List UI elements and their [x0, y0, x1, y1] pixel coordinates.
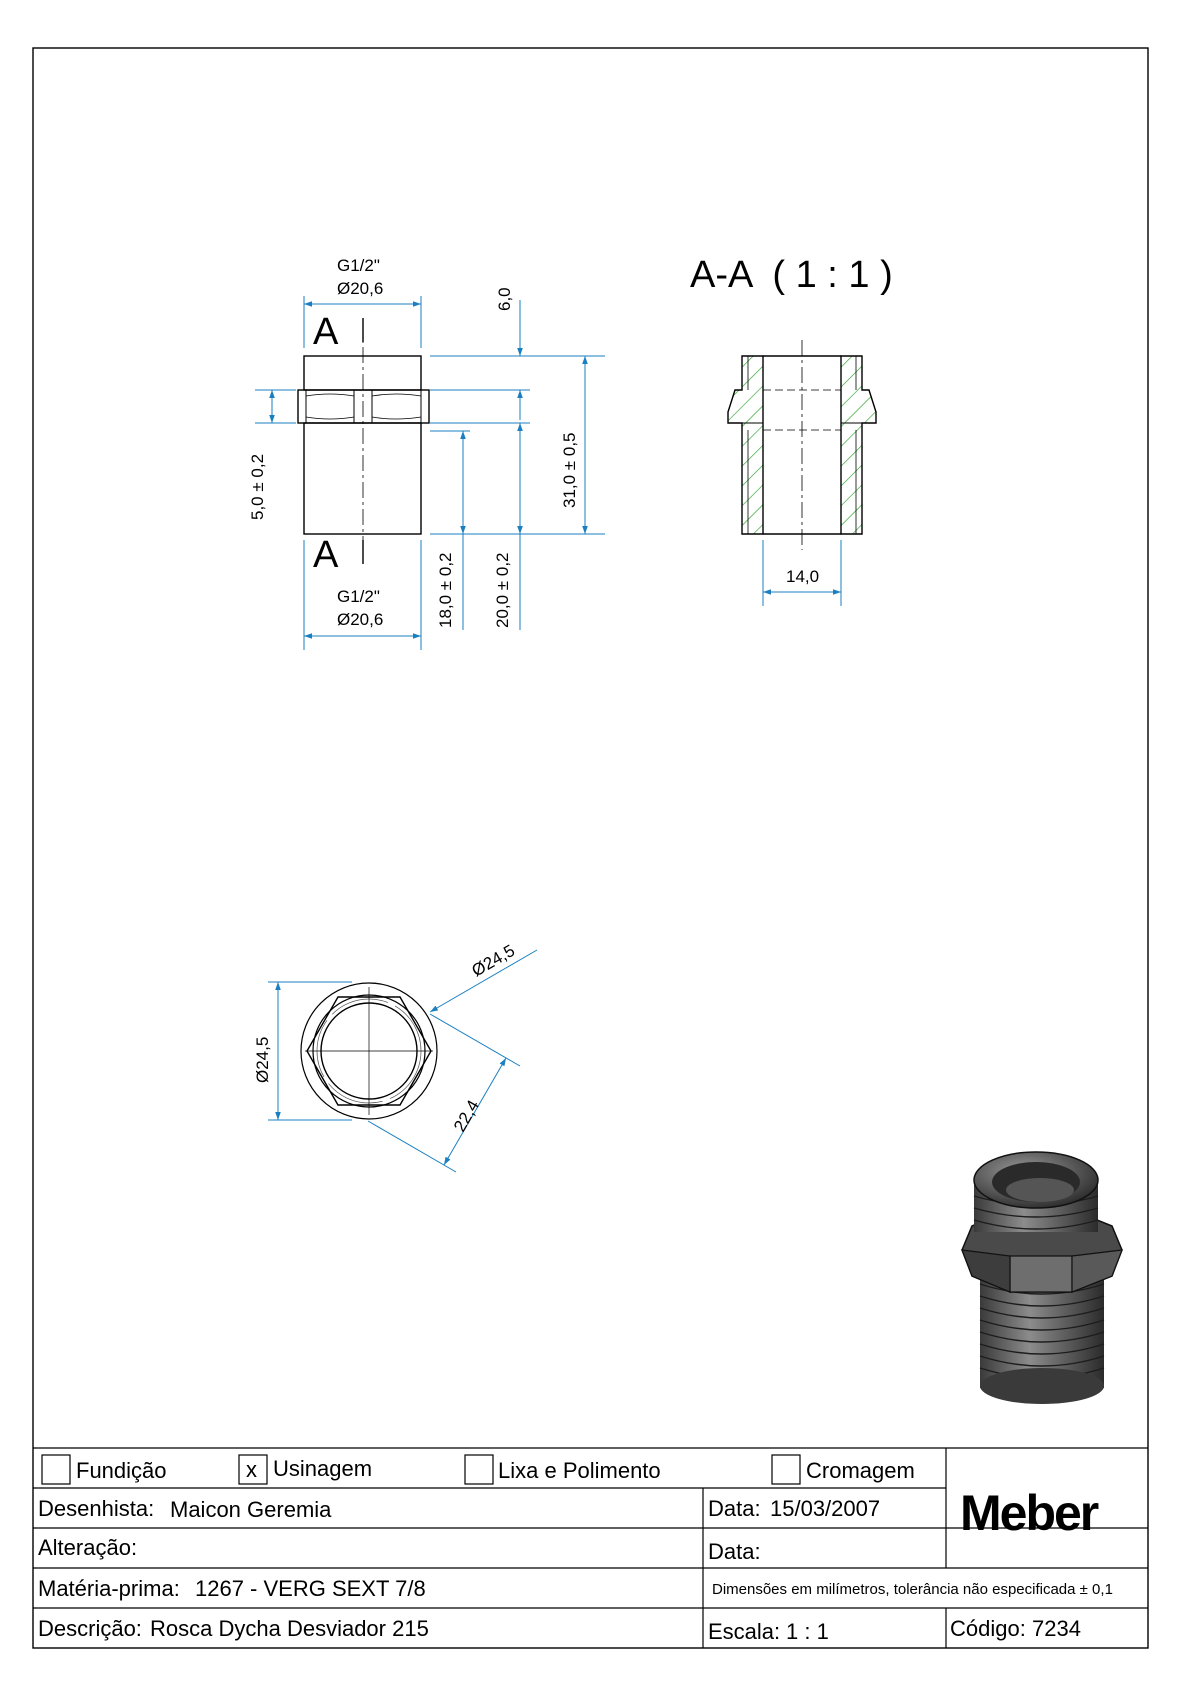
section-marker-top: A [313, 311, 339, 353]
escala-label: Escala: [708, 1619, 781, 1644]
data-label-2: Data: [708, 1539, 761, 1564]
materia-value: 1267 - VERG SEXT 7/8 [195, 1576, 426, 1601]
dim-across-flats: 22,4 [450, 1096, 484, 1135]
dim-top-height: 6,0 [495, 287, 514, 311]
title-block [33, 1448, 1148, 1648]
data-value-1: 15/03/2007 [770, 1496, 881, 1521]
front-view [248, 256, 605, 650]
dim-top-thread: G1/2" [337, 256, 380, 275]
section-title: A-A ( 1 : 1 ) [690, 254, 893, 296]
dim-diameter-diagonal: Ø24,5 [468, 940, 519, 981]
dim-lower-18: 18,0 ± 0,2 [436, 552, 455, 628]
label-lixa: Lixa e Polimento [498, 1458, 661, 1483]
dim-bottom-diameter: Ø20,6 [337, 610, 384, 629]
checkbox-fundicao[interactable] [42, 1455, 70, 1484]
label-usinagem: Usinagem [273, 1456, 373, 1481]
codigo-value: 7234 [1032, 1616, 1081, 1641]
materia-label: Matéria-prima: [38, 1576, 180, 1601]
section-view [690, 254, 893, 606]
section-marker-bottom: A [313, 534, 339, 576]
desenhista-label: Desenhista: [38, 1496, 155, 1521]
dim-inner-diameter: 14,0 [786, 567, 820, 586]
dim-lower-20: 20,0 ± 0,2 [493, 552, 512, 628]
top-view [253, 941, 537, 1172]
descricao-label: Descrição: [38, 1616, 142, 1641]
checkbox-usinagem-mark: x [246, 1457, 257, 1482]
tolerancia-note: Dimensões em milímetros, tolerância não especificada ± 0,1 [712, 1581, 1113, 1598]
dim-bottom-thread: G1/2" [337, 587, 380, 606]
label-cromagem: Cromagem [806, 1458, 915, 1483]
checkbox-cromagem[interactable] [772, 1455, 800, 1484]
escala-value: 1 : 1 [786, 1619, 829, 1644]
meber-logo: Meber [960, 1485, 1098, 1541]
dim-hex-height: 5,0 ± 0,2 [248, 453, 267, 520]
dim-top-diameter: Ø20,6 [337, 279, 384, 298]
label-fundicao: Fundição [76, 1458, 167, 1483]
checkbox-lixa[interactable] [465, 1455, 493, 1484]
codigo-label: Código: [950, 1616, 1026, 1641]
sheet-border [33, 48, 1148, 1648]
descricao-value: Rosca Dycha Desviador 215 [150, 1616, 429, 1641]
desenhista-value: Maicon Geremia [170, 1497, 332, 1522]
isometric-render [962, 1152, 1122, 1404]
dim-diameter-vertical: Ø24,5 [253, 1036, 272, 1083]
alteracao-label: Alteração: [38, 1535, 138, 1560]
data-label-1: Data: [708, 1496, 761, 1521]
dim-total-height: 31,0 ± 0,5 [560, 432, 579, 508]
